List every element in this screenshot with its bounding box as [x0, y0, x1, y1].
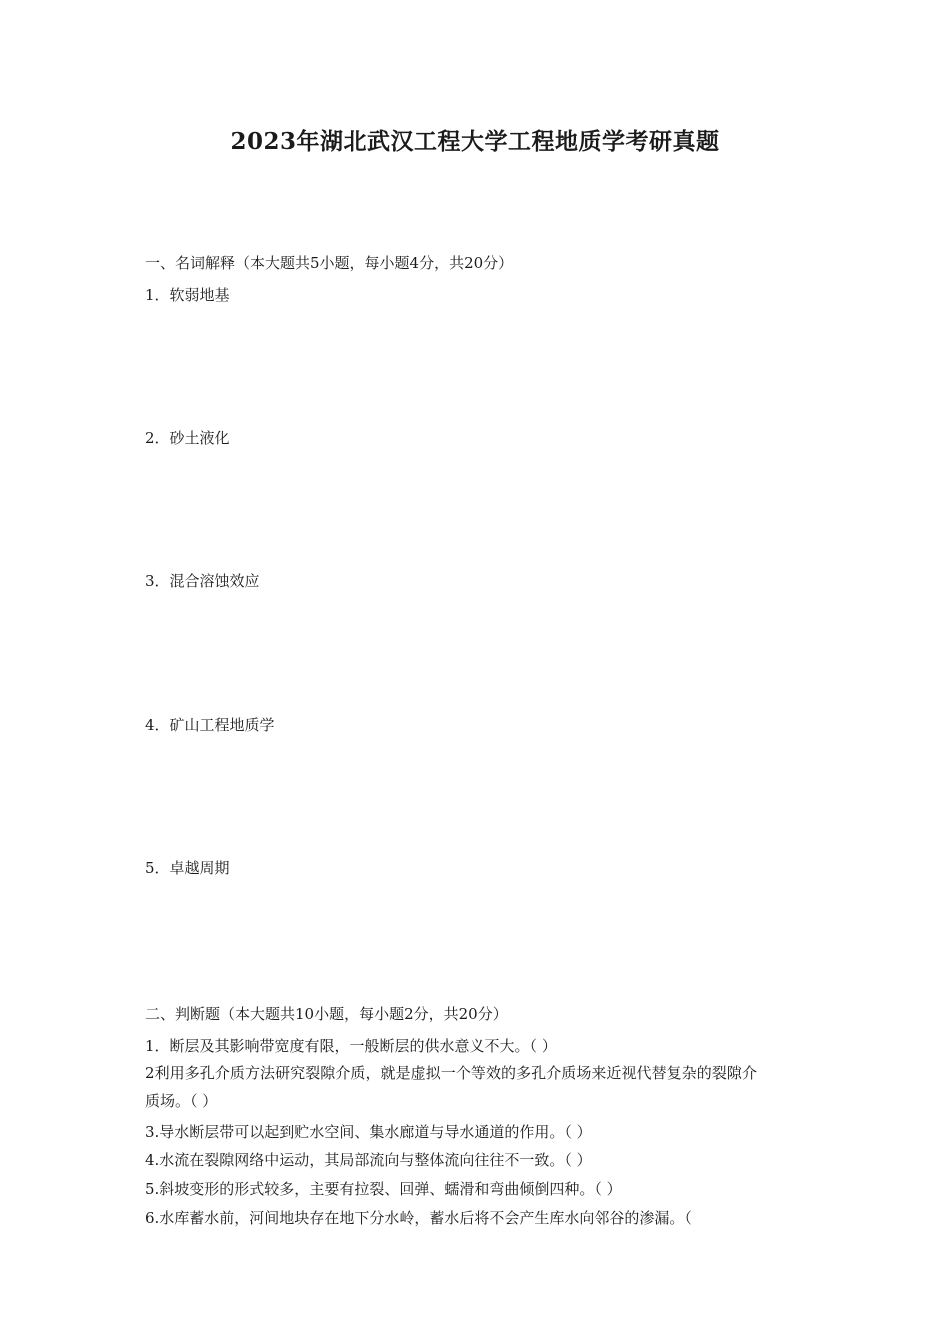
true-false-item-2: 2利用多孔介质方法研究裂隙介质，就是虚拟一个等效的多孔介质场来近视代替复杂的裂隙介质场。（ ） — [145, 1064, 757, 1110]
document-title: 2023年湖北武汉工程大学工程地质学考研真题 — [230, 128, 720, 155]
true-false-item-5: 5.斜坡变形的形式较多，主要有拉裂、回弹、蠕滑和弯曲倾倒四种。（ ） — [145, 1180, 622, 1198]
section-heading-true-false: 二、判断题（本大题共10小题，每小题2分，共20分） — [145, 1005, 508, 1023]
true-false-item-6: 6.水库蓄水前，河间地块存在地下分水岭，蓄水后将不会产生库水向邻谷的渗漏。（ — [145, 1209, 692, 1227]
true-false-item-3: 3.导水断层带可以起到贮水空间、集水廊道与导水通道的作用。（ ） — [145, 1123, 592, 1141]
term-item-1: 1．软弱地基 — [145, 286, 230, 304]
true-false-item-1: 1．断层及其影响带宽度有限，一般断层的供水意义不大。（ ） — [145, 1037, 557, 1055]
term-item-5: 5．卓越周期 — [145, 859, 230, 877]
term-item-3: 3．混合溶蚀效应 — [145, 572, 260, 590]
term-item-4: 4．矿山工程地质学 — [145, 716, 275, 734]
true-false-item-4: 4.水流在裂隙网络中运动，其局部流向与整体流向往往不一致。（ ） — [145, 1151, 592, 1169]
section-heading-terms: 一、名词解释（本大题共5小题，每小题4分，共20分） — [145, 254, 514, 272]
term-item-2: 2．砂土液化 — [145, 429, 230, 447]
